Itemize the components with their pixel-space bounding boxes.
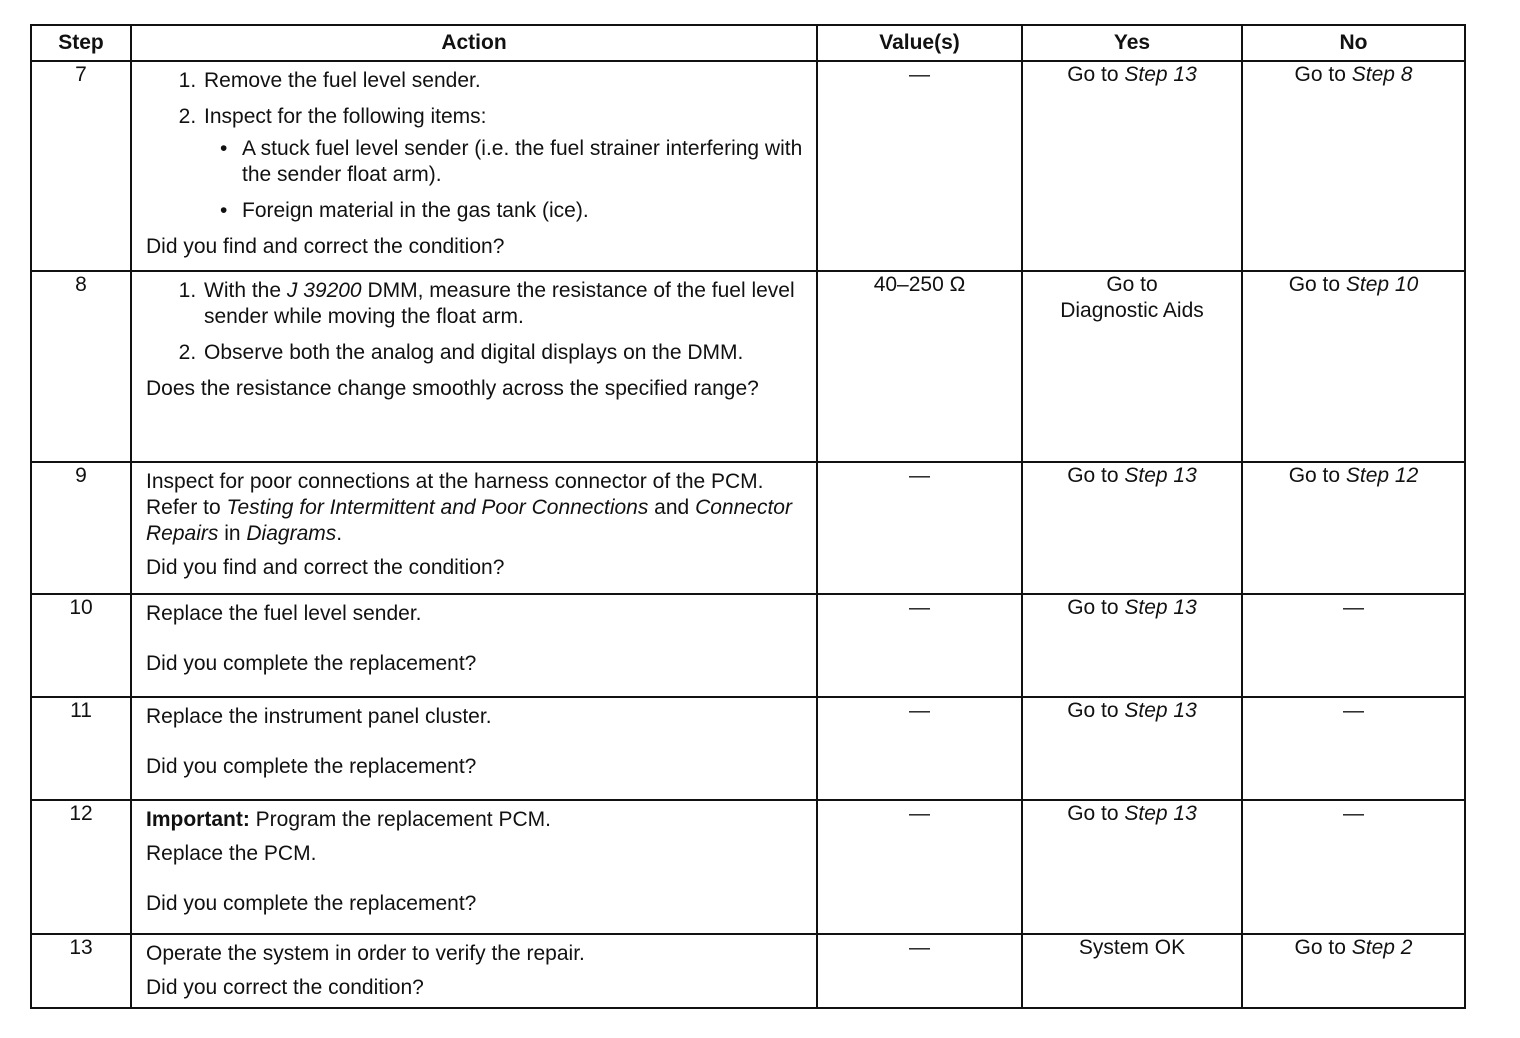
no-step-link: Step 10 [1345, 273, 1419, 296]
table-row [31, 697, 1465, 800]
no-prefix: Go to [1294, 63, 1352, 86]
tool-reference: J 39200 [286, 279, 362, 302]
no-cell [1242, 462, 1465, 594]
action-text: in [218, 522, 247, 545]
step-number: 9 [31, 462, 131, 594]
bullet-item: • A stuck fuel level sender (i.e. the fuel strainer interfering with the sender float arm). [240, 136, 804, 188]
action-cell [131, 462, 817, 594]
yes-prefix: Go to [1067, 802, 1125, 825]
yes-cell [1022, 697, 1242, 800]
step-number: 11 [31, 697, 131, 800]
question-text: Did you find and correct the condition? [146, 235, 505, 258]
action-cell [131, 934, 817, 1008]
action-paragraph [146, 469, 804, 547]
yes-prefix: Go to [1067, 699, 1125, 722]
no-cell: — [1242, 697, 1465, 800]
table-row [31, 934, 1465, 1008]
no-cell [1242, 271, 1465, 462]
no-cell: — [1242, 800, 1465, 934]
table-row [31, 462, 1465, 594]
action-text: Replace the instrument panel cluster. [146, 705, 492, 728]
action-text: Replace the fuel level sender. [146, 602, 422, 625]
yes-prefix: Go to [1067, 596, 1125, 619]
table-row [31, 61, 1465, 271]
yes-step-link: Step 13 [1124, 699, 1197, 722]
yes-cell [1022, 271, 1242, 462]
action-cell [131, 800, 817, 934]
action-steps [146, 278, 804, 366]
no-prefix: Go to [1294, 936, 1352, 959]
action-item: 1. Remove the fuel level sender. [202, 68, 804, 94]
question-text: Did you complete the replacement? [146, 652, 477, 675]
action-text: Operate the system in order to verify the repair. [146, 942, 585, 965]
value-cell: — [817, 934, 1022, 1008]
yes-step-link: Step 13 [1124, 802, 1197, 825]
important-label: Important: [146, 808, 250, 831]
action-cell [131, 271, 817, 462]
important-note [146, 807, 804, 833]
no-step-link: Step 12 [1345, 464, 1419, 487]
value-cell: — [817, 61, 1022, 271]
yes-line: Go to [1106, 273, 1158, 296]
important-text: Program the replacement PCM. [249, 808, 551, 831]
no-cell: — [1242, 594, 1465, 697]
value-cell: — [817, 800, 1022, 934]
action-cell [131, 61, 817, 271]
yes-line: Diagnostic Aids [1060, 299, 1204, 322]
question-text: Did you complete the replacement? [146, 892, 477, 915]
diagnostic-table [30, 24, 1466, 1009]
table-row [31, 271, 1465, 462]
action-steps [146, 68, 804, 224]
doc-reference: Testing for Intermittent and Poor Connections [226, 496, 649, 519]
yes-step-link: Step 13 [1124, 596, 1197, 619]
header-step: Step [31, 25, 131, 61]
action-text: Replace the PCM. [146, 842, 317, 865]
value-cell: — [817, 697, 1022, 800]
action-text: and [648, 496, 696, 519]
no-cell [1242, 61, 1465, 271]
no-cell [1242, 934, 1465, 1008]
action-item [202, 104, 804, 224]
question-text: Did you correct the condition? [146, 976, 424, 999]
action-item: 2. Observe both the analog and digital displays on the DMM. [202, 340, 804, 366]
yes-step-link: Step 13 [1124, 464, 1197, 487]
step-number: 10 [31, 594, 131, 697]
yes-cell [1022, 594, 1242, 697]
step-number: 8 [31, 271, 131, 462]
question-text: Did you complete the replacement? [146, 755, 477, 778]
table-row [31, 594, 1465, 697]
yes-prefix: Go to [1067, 464, 1125, 487]
header-action: Action [131, 25, 817, 61]
header-yes: Yes [1022, 25, 1242, 61]
bullet-list [204, 136, 804, 224]
action-text: Inspect for poor connections at the harness connector of the PCM. Refer to [146, 470, 764, 519]
table-row [31, 800, 1465, 934]
value-cell: 40–250 Ω [817, 271, 1022, 462]
step-number: 7 [31, 61, 131, 271]
value-cell: — [817, 462, 1022, 594]
value-cell: — [817, 594, 1022, 697]
question-text: Did you find and correct the condition? [146, 556, 505, 579]
yes-cell [1022, 61, 1242, 271]
header-values: Value(s) [817, 25, 1022, 61]
step-number: 12 [31, 800, 131, 934]
yes-cell: System OK [1022, 934, 1242, 1008]
bullet-item: • Foreign material in the gas tank (ice). [240, 198, 804, 224]
action-cell [131, 594, 817, 697]
yes-cell [1022, 462, 1242, 594]
yes-step-link: Step 13 [1124, 63, 1197, 86]
action-item [202, 278, 804, 330]
doc-reference: Diagrams [246, 522, 337, 545]
no-step-link: Step 8 [1351, 63, 1413, 86]
action-text: DMM, measure the resistance of the fuel level sender while moving the float arm. [204, 279, 795, 328]
question-text: Does the resistance change smoothly across the specified range? [146, 377, 759, 400]
action-text: With the [204, 279, 287, 302]
action-item-text: Inspect for the following items: [204, 105, 487, 128]
header-no: No [1242, 25, 1465, 61]
action-cell [131, 697, 817, 800]
action-text: . [336, 522, 343, 545]
yes-prefix: Go to [1067, 63, 1125, 86]
yes-cell [1022, 800, 1242, 934]
no-prefix: Go to [1288, 273, 1346, 296]
no-prefix: Go to [1288, 464, 1346, 487]
step-number: 13 [31, 934, 131, 1008]
header-row [31, 25, 1465, 61]
doc-reference: Connector Repairs [146, 496, 792, 545]
no-step-link: Step 2 [1351, 936, 1413, 959]
